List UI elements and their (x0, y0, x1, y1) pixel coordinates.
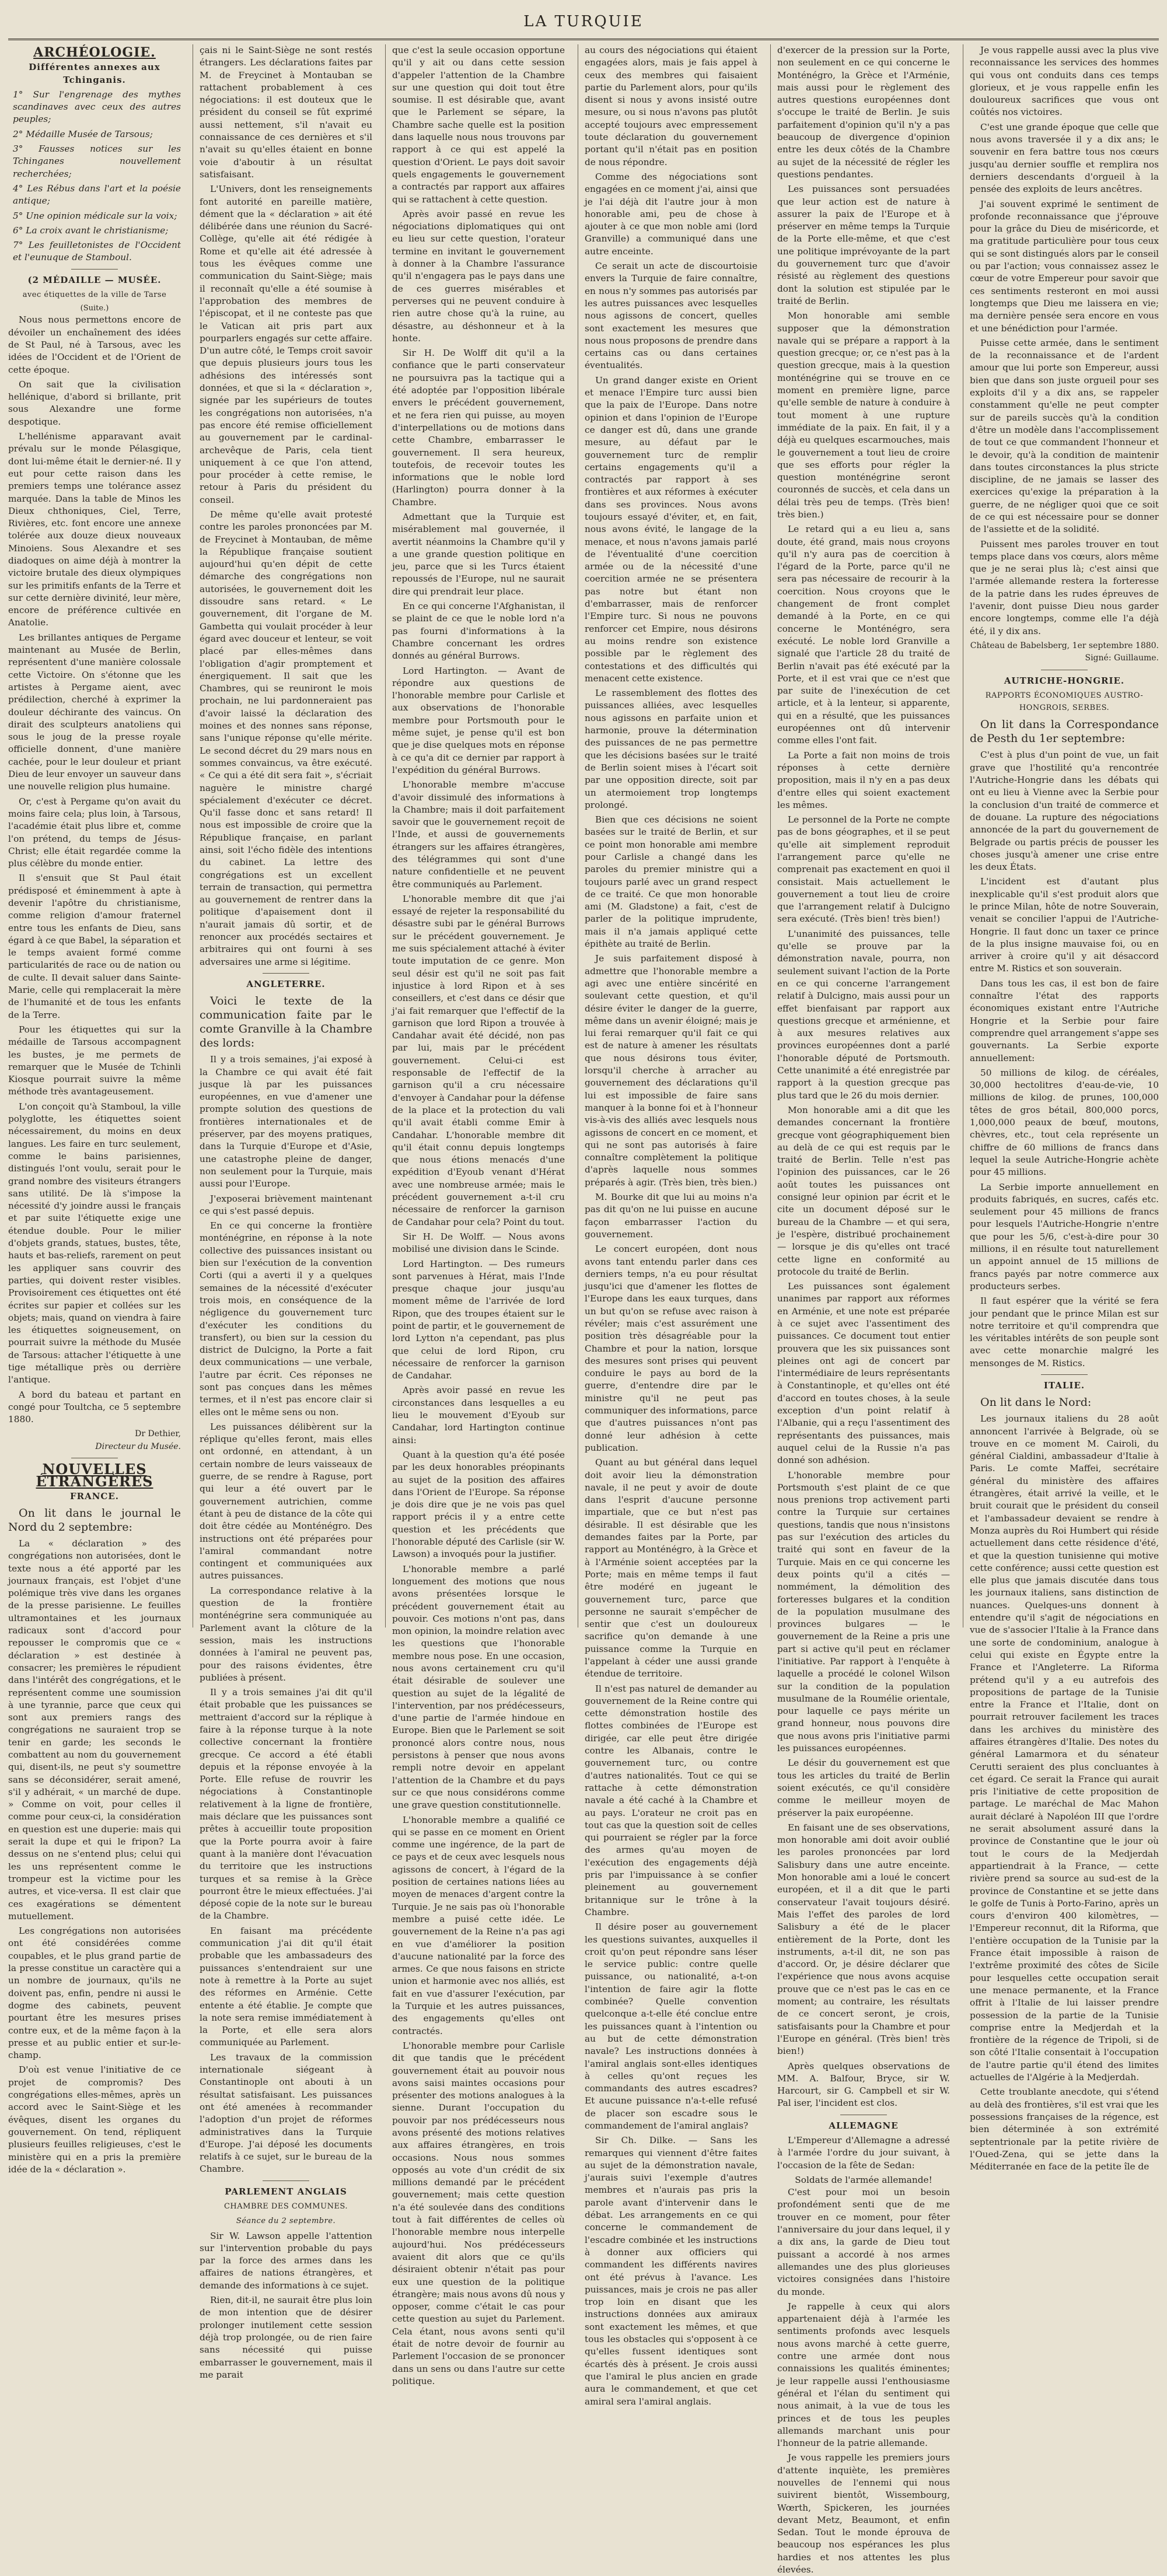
signature-role: Directeur du Musée. (95, 1441, 181, 1451)
paragraph: Ce serait un acte de discourtoisie envers la Turquie de faire connaître, en nous n'y sommes pas autorisés par les autres puissances avec lesquelles nous agissons de concert, quelles sont exactement les mesures que nous nous proposons de prendre dans certains cas ou dans certaines éventualités. (585, 261, 757, 371)
divider (263, 973, 309, 974)
paragraph: Les brillantes antiques de Pergame maintenant au Musée de Berlin, représentent d'une manière colossale cette Victoire. On s'étonne que les artistes à Pergame aient, avec prédilection, cherché à exprimer la douleur déchirante des vaincus. On dirait des sculpteurs anatoliens qui sous le joug de la presse royale officielle donnent, d'une manière cachée, pour le leur douleur et priant Dieu de leur envoyer un sauveur dans une nouvelle religion plus humaine. (8, 632, 181, 792)
paragraph: L'Univers, dont les renseignements font autorité en pareille matière, dément que la « déclaration » ait été délibérée dans une réunion du Sacré-Collège, qu'elle ait été rédigée à Rome et qu'elle ait été adressée à tous les évêques comme une communication du Saint-Siège; mais il reconnaît qu'elle a été soumise à l'approbation des membres de l'épiscopat, et il ne conteste pas que le Vatican ait pris part aux pourparlers engagés sur cette affaire. D'un autre côté, le Temps croit savoir que depuis plusieurs jours tous les adhésions des intéressés sont données, et que si la « déclaration », signée par les supérieurs de toutes les congrégations non autorisées, n'a pas encore été remise officiellement au gouvernement par le cardinal-archevêque de Paris, cela tient uniquement à ce que l'on attend, pour procéder à cette remise, le retour à Paris du président du conseil. (200, 184, 372, 505)
paragraph: C'est à plus d'un point de vue, un fait grave que l'hostilité qu'a rencontrée l'Autriche-Hongrie dans les débats qui ont eu lieu à Vienne avec la Serbie pour la conclusion d'un traité de commerce et de douane. La rupture des négociations annoncée de la part du gouvernement de Belgrade ou partis précis de pousser les choses jusqu'à amener une crise entre les deux États. (970, 750, 1159, 873)
list-item: 5° Une opinion médicale sur la voix; (13, 210, 177, 221)
archeologie-heading: ARCHÉOLOGIE. (33, 45, 156, 60)
column-6 (966, 44, 1162, 2172)
paragraph: Après quelques observations de MM. A. Balfour, Bryce, sir W. Harcourt, sir G. Campbell et sir W. Pal iser, l'incident est clos. (777, 2060, 950, 2109)
italie-heading: ITALIE. (1043, 1380, 1085, 1391)
paragraph: De même qu'elle avait protesté contre les paroles prononcées par M. de Freycinet à Montauban, de même la République française soutient aujourd'hui qu'en dépit de cette démarche des congrégations non autorisées, le gouvernement doit les dissoudre sans retard. « Le gouvernement, dit l'organe de M. Gambetta qui voulait procéder à leur égard avec douceur et lenteur, se voit placé par elles-mêmes dans l'obligation d'agir promptement et énergiquement. Il sait que les Chambres, qui se reuniront le mois prochain, ne lui pardonneraient pas d'avoir laissé la déclaration des moines et des nonnes sans réponse, sans l'unique réponse qu'elle mérite. Le second décret du 29 mars nous en sommes convaincus, va être exécuté. « Ce qui a été dit sera fait », s'écriait naguère le ministre chargé spécialement d'exécuter ce décret. Qu'il fasse donc et sans retard! Il nous est impossible de croire que la République française, en parlant ainsi, soit l'écho fidèle des intentions du cabinet. La lettre des congrégations est un excellent terrain de transaction, qui permettra au gouvernement de rentrer dans la politique d'apaisement dont il n'aurait jamais dû sortir, et de renoncer aux procédés sectaires et arbitraires qui ont fourni à ses adversaires une arme si légitime. (200, 509, 372, 967)
paragraph: Le concert européen, dont nous avons tant entendu parler dans ces derniers temps, n'a eu pour résultat jusqu'ici que d'amener les flottes de l'Europe dans les eaux turques, dans un but qu'on se refuse avec raison à révéler; mais c'est assurément une position très désagréable pour la Chambre et pour la nation, lorsque des mesures sont prises qui peuvent conduire le pays au bord de la guerre, d'entendre dire par le ministre qu'il ne peut pas communiquer des informations, parce que d'autres puissances n'ont pas donné leur adhésion à cette publication. (585, 1244, 757, 1453)
list-item: 7° Les feuilletonistes de l'Occident et l'eunuque de Stamboul. (13, 240, 181, 263)
paragraph: L'honorable membre pour Carlisle dit que tandis que le précédent gouvernement était au pouvoir nous avons saisi maintes occasions pour présenter des motions analogues à la sienne. Durant l'occupation du pouvoir par nos prédécesseurs nous avons présenté des motions relatives aux affaires étrangères, en trois occasions. Nous nous sommes opposés au vote d'un crédit de six millions demandé par le précédent gouvernement; mais cette question n'a été soulevée dans des conditions tout à fait différentes de celles où l'honorable membre nous interpelle aujourd'hui. Nos prédécesseurs avaient dit alors que ce qu'ils désiraient obtenir n'était pas pour eux une question de la politique étrangère; mais nous avons dû nous y opposer, comme c'était le cas pour cette question au sujet du Parlement. Cela étant, nous avons senti qu'il était de notre devoir de fournir au Parlement l'occasion de se prononcer dans un sens ou dans l'autre sur cette politique. (392, 2040, 565, 2386)
masthead (0, 0, 1167, 41)
list-item: 2° Médaille Musée de Tarsous; (13, 128, 153, 139)
paragraph: D'où est venue l'initiative de ce projet de compromis? Des congrégations elles-mêmes, après un accord avec le Saint-Siège et les évêques, disent les organes du gouvernement. On tend, répliquent plusieurs feuilles religieuses, c'est le ministère qui en a pris la première idée de la « déclaration ». (8, 2064, 181, 2175)
paragraph: Or, c'est à Pergame qu'on avait du moins faire cela; plus loin, à Tarsous, l'académie était plus libre et, comme l'on prétend, du temps de Jésus-Christ; elle était regardée comme la plus célèbre du monde entier. (8, 796, 181, 869)
allemagne-lead: L'Empereur d'Allemagne a adressé à l'armée l'ordre du jour suivant, à l'occasion de la fête de Sedan: (777, 2134, 950, 2171)
paragraph: On sait que la civilisation hellénique, d'abord si brillante, prit sous Alexandre une forme despotique. (8, 379, 181, 427)
paragraph: L'honorable membre a qualifié ce qui se passe en ce moment en Orient comme une ingérence, de la part de ce pays et de ceux avec lesquels nous agissons de concert, à l'égard de la position de certaines nations liées au moyen de menaces d'argent contre la Turquie. Je ne sais pas où l'honorable membre a puisé cette idée. Le gouvernement de la Reine n'a pas agi en vue d'améliorer la position d'aucune nationalité par la force des armes. Ce que nous faisons en stricte union et harmonie avec nos alliés, est fait en vue d'assurer l'exécution, par la Turquie et les autres puissances, des engagements qu'elles ont contractés. (392, 1814, 565, 2036)
signature-name: Dr Dethier, (135, 1429, 181, 1439)
divider (71, 269, 118, 270)
paragraph: J'ai souvent exprimé le sentiment de profonde reconnaissance que j'éprouve pour la grâce du Dieu de miséricorde, et ma gratitude particulière pour tous ceux qui se sont distingués alors par le conseil ou par l'action; vous connaissez assez le cœur de votre Empereur pour savoir que ces sentiments resteront en moi aussi longtemps que Dieu me laissera en vie; ma dernière pensée sera encore en vous et une bénédiction pour l'armée. (970, 198, 1159, 334)
paragraph: L'incident est d'autant plus inexplicable qu'il s'est produit alors que le prince Milan, hôte de notre Souverain, venait se concilier l'appui de l'Autriche-Hongrie. Il faut donc un taxer ce prince de la plus insigne mauvaise foi, ou en arriver à croire qu'il y ait désaccord entre M. Ristics et son souverain. (970, 876, 1159, 974)
allemagne-salutation: Soldats de l'armée allemande! (795, 2174, 932, 2185)
archeologie-list (8, 89, 181, 264)
paragraph: J'exposerai brièvement maintenant ce qui s'est passé depuis. (200, 1193, 372, 1216)
paragraph: Admettant que la Turquie est misérablement mal gouvernée, il avertit néanmoins la Chambre qu'il y a une grande question politique en jeu, parce que si les Turcs étaient repoussés de l'Europe, nul ne saurait dire qui prendrait leur place. (392, 511, 565, 597)
paragraph: Puissent mes paroles trouver en tout temps place dans vos cœurs, alors même que je ne serai plus là; c'est ainsi que l'armée allemande restera la forteresse de la patrie dans les rudes épreuves de l'avenir, dont puisse Dieu nous garder encore longtemps, comme elle l'a déjà été, il y dix ans. (970, 538, 1159, 636)
paragraph: Quant au but général dans lequel doit avoir lieu la démonstration navale, il ne peut y avoir de doute dans l'esprit d'aucune personne impartiale, que ce but n'est pas désirable. Il est désirable que les demandes faites par la Porte, par rapport au Monténégro, à la Grèce et à l'Arménie soient acceptées par la Porte; mais en même temps il faut être modéré en jugeant le gouvernement turc, parce que personne ne saurait s'empêcher de sentir que c'est un douloureux sacrifice qu'on demande à une puissance comme la Turquie en l'appelant à céder une aussi grande étendue de territoire. (585, 1457, 757, 1679)
paragraph: Un grand danger existe en Orient et menace l'Empire turc aussi bien que la paix de l'Europe. Dans notre opinion et dans l'opinion de l'Europe ce danger est dû, dans une grande mesure, au défaut par le gouvernement turc de remplir certains engagements qu'il a contractés par rapport à ses frontières et aux réformes à exécuter dans ses provinces. Nous avons toujours essayé d'éviter, et, en fait, nous avons évité, le langage de la menace, et nous n'avons jamais parlé de l'éventualité d'une coercition armée ou de la nécessité d'une coercition armée ne se présentera pas notre but étant non d'embarrasser, mais de renforcer l'Empire turc. Si nous ne pouvons renforcer cet Empire, nous désirons au moins rendre son existence possible par le règlement des contestations et des difficultés qui menacent cette existence. (585, 374, 757, 684)
paragraph: Il y a trois semaines j'ai dit qu'il était probable que les puissances se mettraient d'accord sur la réplique à faire à la réponse turque à la note collective concernant la frontière grecque. Ce accord a été établi depuis et la réponse envoyée à la Porte. Elle refuse de rouvrir les négociations à Constantinople relativement à la ligne de frontière, mais déclare que les puissances sont prêtes à accueillir toute proposition que la Porte pourra avoir à faire quant à la manière dont l'évacuation du territoire que les instructions turques et sa remise à la Grèce pourront être le mieux effectuées. J'ai déposé copie de la note sur le bureau de la Chambre. (200, 1687, 372, 1922)
paragraph: L'unanimité des puissances, telle qu'elle se prouve par la démonstration navale, pourra, non seulement suivant l'action de la Porte en ce qui concerne l'arrangement relatif à Dulcigno, mais aussi pour un effet bienfaisant par rapport aux questions grecque et arménienne, et à aux mesures relatives aux provinces européennes dont a parlé l'honorable député de Portsmouth. Cette unanimité a été enregistrée par rapport à la question grecque pas plus tard que le 26 du mois dernier. (777, 928, 950, 1101)
archeologie-subheading: Différentes annexes aux Tchinganis. (29, 62, 160, 85)
paragraph: Les congrégations non autorisées ont été considérées comme coupables, et le plus grand partie de la presse constitue un caractère qui a un nombre de journaux, qu'ils ne doivent pas, enfin, pendre ni aussi le dogme des cabinets, peuvent pourtant être les mesures prises contre eux, et de la même façon à la presse et au public entier et sur-le-champ. (8, 1926, 181, 2061)
newspaper-title: LA TURQUIE (523, 13, 644, 30)
suite-label: (Suite.) (80, 304, 109, 313)
paragraph: Le personnel de la Porte ne compte pas de bons géographes, et il se peut qu'elle ait simplement reproduit l'arrangement parce qu'elle ne comprenait pas exactement en quoi il consistait. Mais actuellement le gouvernement a tout lieu de croire que l'arrangement relatif à Dulcigno sera exécuté. (Très bien! très bien!) (777, 814, 950, 925)
paragraph: Les journaux italiens du 28 août annoncent l'arrivée à Belgrade, où se trouve en ce moment M. Cairoli, du général Cialdini, ambassadeur d'Italie à Paris. Le comte Maffei, secrétaire général du ministère des affaires étrangères, était arrivé la veille, et le bruit courait que le président du conseil et l'ambassadeur devaient se rendre à Monza auprès du Roi Humbert qui réside actuellement dans cette résidence d'été, et que la question tunisienne qui motive cette conférence; aussi cette question est elle plus que jamais discutée dans tous les journaux italiens, sans distinction de nuances. Quelques-uns donnent à entendre qu'il s'agit de négociations en vue de s'associer l'Italie à la France dans une sorte de condominium, analogue à celui qui existe en Égypte entre la France et l'Angleterre. La Riforma prétend qu'il y a eu autrefois des propositions de partage de la Tunisie entre la France et l'Italie, dont on pourrait retrouver facilement les traces dans les archives du ministère des affaires étrangères d'Italie. Des notes du général Lamarmora et du sénateur Cerutti seraient des plus concluantes à cet égard. Ce serait la France qui aurait pris l'initiative de cette proposition de partage. Le maréchal de Mac Mahon aurait déclaré à Napoléon III que l'ordre ne serait absolument assuré dans la province de Constantine que le jour où tout le cours de la Medjerdah appartiendrait à la France, — cette rivière prend sa source au sud-est de la province de Constantine et se jette dans le golfe de Tunis à Porto-Farino, après un cours d'environ 400 kilomètres, — l'Empereur reconnut, dit la Riforma, que l'entière occupation de la Tunisie par la France était impossible à raison de l'extrême proximité des côtes de Sicile pour lesquelles cette occupation serait une menace permanente, et la France offrit à l'Italie de lui laisser prendre possession de la partie de la Tunisie comprise entre la Medjerdah et la frontière de la régence de Tripoli, si de son côté l'Italie consentait à l'occupation de l'autre partie qu'il étend des limites actuelles de l'Algérie à la Medjerdah. (970, 1413, 1159, 2083)
column-2 (196, 44, 376, 2380)
paragraph: Il s'ensuit que St Paul était prédisposé et éminemment à apte à devenir l'apôtre du christianisme, comme religion d'amour fraternel entre tous les enfants de Dieu, sans égard à ce que Babel, la séparation et le temps avaient formé comme particularités de race ou de nation ou de culte. Il devait saluer dans Sainte-Marie, celle qui remplacerait la mère de l'humanité et de tous les enfants de la Terre. (8, 873, 181, 1020)
paragraph: Comme des négociations sont engagées en ce moment j'ai, ainsi que je l'ai déjà dit l'autre jour à mon honorable ami, peu de chose à ajouter à ce que mon noble ami (lord Granville) a communiqué dans une autre enceinte. (585, 171, 757, 257)
place-date: Château de Babelsberg, 1er septembre 1880. (970, 640, 1159, 650)
autriche-heading: AUTRICHE-HONGRIE. (1004, 675, 1125, 686)
list-item: 4° Les Rébus dans l'art et la poésie antique; (13, 183, 181, 206)
paragraph: Les puissances sont persuadées que leur action est de nature à assurer la paix de l'Europe et à préserver en même temps la Turquie de la Porte elle-même, et que c'est une politique imprévoyante de la part du gouvernement turc que d'avoir résisté au règlement des questions dont la solution est stipulée par le traité de Berlin. (777, 184, 950, 306)
paragraph: Sir Ch. Dilke. — Sans les remarques qui viennent d'être faites au sujet de la démonstration navale, j'aurais suivi l'exemple d'autres membres et n'aurais pas pris la parole avant d'intervenir dans le débat. Les arrangements en ce qui concerne le commandement de l'escadre combinée et les instructions à donner aux officiers qui commandent les différents navires ont été prévus à l'avance. Les puissances, mais je crois ne pas aller trop loin en disant que les instructions données aux amiraux sont exactement les mêmes, et que tous les obstacles qui s'opposent à ce qu'elles fussent identiques sont écartés dès à présent. Je crois aussi que l'amiral le plus ancien en grade aura le commandement, et que cet amiral sera l'amiral anglais. (585, 2135, 757, 2407)
paragraph: Je vous rappelle aussi avec la plus vive reconnaissance les services des hommes qui vous ont conduits dans ces temps glorieux, et je vous rappelle enfin les douloureux sacrifices que vous ont coûtés nos victoires. (970, 45, 1159, 118)
paragraph: Puisse cette armée, dans le sentiment de la reconnaissance et de l'ardent amour que lui porte son Empereur, aussi bien que dans son juste orgueil pour ses exploits d'il y a dix ans, se rappeler constamment qu'elle ne peut compter sur de pareils succès qu'à la condition d'être un modèle dans l'accomplissement de tout ce que commandent l'honneur et le devoir, qu'à la condition de maintenir dans toutes circonstances la plus stricte discipline, de ne jamais se lasser des exercices qu'exige la préparation à la guerre, de ne négliger quoi que ce soit de ce qui est nécessaire pour se donner de l'assiette et de la solidité. (970, 337, 1159, 535)
seance-date: Séance du 2 septembre. (236, 2217, 336, 2226)
paragraph: Sir W. Lawson appelle l'attention sur l'intervention probable du pays par la force des armes dans les affaires de nations étrangères, et demande des informations à ce sujet. (200, 2230, 372, 2291)
paragraph: Il y a trois semaines, j'ai exposé à la Chambre ce qui avait été fait jusque là par les puissances européennes, en vue d'amener une prompte solution des questions de frontières internationales et de préserver, par des moyens pratiques, dans la Turquie d'Europe et d'Asie, une catastrophe pleine de danger, non seulement pour la Turquie, mais aussi pour l'Europe. (200, 1054, 372, 1189)
paragraph: M. Bourke dit que lui au moins n'a pas dit qu'on ne lui puisse en aucune façon embarrasser l'action du gouvernement. (585, 1192, 757, 1240)
column-1 (5, 44, 184, 2175)
paragraph: Le désir du gouvernement est que tous les articles du traité de Berlin soient exécutés, ce qu'il considère comme le meilleur moyen de préserver la paix européenne. (777, 1758, 950, 1818)
paragraph: Je rappelle à ceux qui alors appartenaient déjà à l'armée les sentiments profonds avec lesquels nous avons marché à cette guerre, contre une armée dont nous connaissions les qualités éminentes; je leur rappelle aussi l'enthousiasme général et l'élan du sentiment qui nous animait, à la vue de tous les princes et de tous les peuples allemands marchant unis pour l'honneur de la patrie allemande. (777, 2301, 950, 2449)
paragraph: Les travaux de la commission internationale siégeant à Constantinople ont abouti à un résultat satisfaisant. Les puissances ont été amenées à recommander l'adoption d'un projet de réformes administratives dans la Turquie d'Europe. J'ai déposé les documents relatifs à ce sujet, sur le bureau de la Chambre. (200, 2052, 372, 2175)
paragraph: Cette troublante anecdote, qui s'étend au delà des frontières, s'il est vrai que les possessions françaises de la régence, est bien déterminée à son extrémité septentrionale par la petite rivière de l'Oued-Zena, qui se jette dans la Méditerranée en face de la petite île de (970, 2087, 1159, 2172)
paragraph: Sir H. De Wolff. — Nous avons mobilisé une division dans le Scinde. (392, 1231, 565, 1255)
paragraph: Il faut espérer que la vérité se fera jour pendant que le prince Milan est sur notre territoire et qu'il comprendra que les véritables intérêts de son peuple sont avec cette monarchie malgré les mensonges de M. Ristics. (970, 1296, 1159, 1368)
paragraph: En ce qui concerne l'Afghanistan, il se plaint de ce que le noble lord n'a pas fourni d'informations à la Chambre concernant les ordres donnés au général Burrows. (392, 601, 565, 662)
paragraph: C'est une grande époque que celle que nous avons traversée il y a dix ans; le souvenir en fera battre tous nos cœurs jusqu'au dernier souffle et remplira nos derniers descendants d'orgueil à la pensée des exploits de leurs ancêtres. (970, 121, 1159, 195)
masthead-rule (8, 38, 1159, 40)
column-3 (389, 44, 568, 2386)
paragraph: Pour les étiquettes qui sur la médaille de Tarsous accompagnent les bustes, je me permets de remarquer que le Musée de Tchinli Kiosque pourrait suivre la même méthode très avantageusement. (8, 1024, 181, 1097)
signed-line: Signé: Guillaume. (1085, 653, 1159, 663)
list-item: 3° Fausses notices sur les Tchinganes nouvellement recherchées; (13, 144, 181, 179)
divider (1041, 1374, 1088, 1375)
paragraph: au cours des négociations qui étaient engagées alors, mais je fais appel à ceux des membres qui faisaient partie du Parlement alors, pour qu'ils disent si nous y avons insisté outre mesure, ou si nous n'avons pas plutôt accepté toujours avec empressement toute déclaration du gouvernement portant qu'il n'était pas en position de nous répondre. (585, 45, 757, 167)
paragraph: Mon honorable ami a dit que les demandes concernant la frontière grecque vont géographiquement bien au delà de ce qui est requis par le traité de Berlin. Telle n'est pas l'opinion des puissances, car le 26 août toutes les puissances ont consigné leur opinion par écrit et le cite un document déposé sur le bureau de la Chambre — et qui sera, je l'espère, distribué prochainement — lorsque je dis qu'elles ont tracé cette ligne en conformité au protocole du traité de Berlin. (777, 1104, 950, 1277)
paragraph: Nous nous permettons encore de dévoiler un enchaînement des idées de St Paul, né à Tarsous, avec les idées de l'Occident et de l'Orient de cette époque. (8, 314, 181, 375)
medaille-subheading: avec étiquettes de la ville de Tarse (22, 290, 167, 300)
paragraph: d'exercer de la pression sur la Porte, non seulement en ce qui concerne le Monténégro, la Grèce et l'Arménie, mais aussi pour le règlement des autres questions européennes dont s'occupe le traité de Berlin. Je suis parfaitement d'opinion qu'il n'y a pas beaucoup de divergence d'opinion entre les deux côtés de la Chambre au sujet de la nécessité de régler les questions pendantes. (777, 45, 950, 180)
paragraph: Je suis parfaitement disposé à admettre que l'honorable membre a agi avec une entière sincérité en soulevant cette question, et qu'il désire éviter le danger de la guerre, même dans un avenir éloigné; mais je lui ferai remarquer qu'il fait ce qui est de nature à amener les résultats que nous désirons tous éviter, lorsqu'il cherche à arracher au gouvernement des déclarations qu'il lui est impossible de faire sans manquer à la bonne foi et à l'honneur vis-à-vis des alliés avec lesquels nous agissons de concert en ce moment, et qui ne sont pas autorisés à faire connaître complètement la politique d'après laquelle nous sommes préparés à agir. (Très bien, très bien.) (585, 953, 757, 1188)
paragraph: En faisant une de ses observations, mon honorable ami doit avoir oublié les paroles prononcées par lord Salisbury dans une autre enceinte. Mon honorable ami a loué le concert européen, et il a dit que le parti conservateur l'avait toujours désiré. Mais l'effet des paroles de lord Salisbury a été de le placer entièrement de la Porte, dont les instruments, a-t-il dit, ne son pas d'accord. Or, je désire déclarer que l'expérience que nous avons acquise prouve que ce n'est pas le cas en ce moment; au contraire, les résultats de ce concert seront, je crois, satisfaisants pour la Chambre et pour l'Europe en général. (Très bien! très bien!) (777, 1822, 950, 2057)
paragraph: En faisant ma précédente communication j'ai dit qu'il était probable que les ambassadeurs des puissances s'entendraient sur une note à remettre à la Porte au sujet des réformes en Arménie. Cette entente a été établie. Je compte que la note sera remise immédiatement à la Porte, et elle sera alors communiquée au Parlement. (200, 1925, 372, 2048)
paragraph: En ce qui concerne la frontière monténégrine, en réponse à la note collective des puissances insistant ou bien sur l'exécution de la convention Corti (qui a averti il y a quelques semaines de la nécessité d'exécuter trois mois, en conséquence de la négligence du gouvernement turc d'exécuter les conditions du transfert), ou bien sur la cession du district de Dulcigno, la Porte a fait deux communications — une verbale, l'autre par écrit. Ces réponses ne sont pas conçues dans les mêmes termes, et il n'est pas encore clair si elles ont le même sens ou non. (200, 1220, 372, 1418)
italie-lead: On lit dans le Nord: (980, 1396, 1092, 1409)
paragraph: L'honorable membre pour Portsmouth s'est plaint de ce que nous prenions trop activement parti contre la Turquie sur certaines questions, tandis que nous n'insistons pas sur l'exécution des articles du traité qui sont en faveur de la Turquie. Mais en ce qui concerne les deux points qu'il a cités — nommément, la démolition des forteresses bulgares et la condition de la population musulmane des provinces bulgares — le gouvernement de la Reine a pris une part si active qu'il peut en réclamer l'initiative. Par rapport à l'enquête à laquelle a procédé le colonel Wilson sur la condition de la population musulmane de la Roumélie orientale, pour laquelle ce pays mérite un grand honneur, nous pouvons dire que nous avons pris l'initiative parmi les puissances européennes. (777, 1469, 950, 1754)
parlement-subheading: CHAMBRE DES COMMUNES. (223, 2202, 348, 2211)
paragraph: Après avoir passé en revue les négociations diplomatiques qui ont eu lieu sur cette question, l'orateur termine en invitant le gouvernement à donner à la Chambre l'assurance qu'il n'engagera pas le pays dans une de ces guerres misérables et perverses qui ne peuvent conduire à rien autre chose qu'à la ruine, au désastre, au déshonneur et à la honte. (392, 208, 565, 344)
paragraph: Il n'est pas naturel de demander au gouvernement de la Reine contre qui cette démonstration hostile des flottes combinées de l'Europe est dirigée, car elle peut être dirigée contre les Albanais, contre le gouvernement turc, ou contre d'autres nationalités. Tout ce qui se rattache à cette démonstration navale a été caché à la Chambre et au pays. L'orateur ne croit pas en tout cas que la question soit de celles qui pourraient se régler par la force des armes qu'au moyen de l'exécution des engagements déjà pris par l'impuissance à se confier pleinement au gouvernement britannique sur le trône à la Chambre. (585, 1683, 757, 1917)
angleterre-heading: ANGLETERRE. (246, 978, 326, 989)
paragraph: L'hellénisme apparavant avait prévalu sur le monde Pélasgique, dont lui-même était le dernier-né. Il y eut pour cette raison dans les premiers temps une tolérance assez marquée. Dans la table de Minos les Dieux chthoniques, Ciel, Terre, Rivières, etc. font encore une annexe tolérée aux douze dieux nouveaux Minoiens. Sous Alexandre et ses diadoques on aime déjà à montrer la victoire brutale des dieux olympiques sur les primitifs enfants de la Terre et sur cette dernière divinité, leur mère, encore de préférence cultivée en Anatolie. (8, 431, 181, 628)
france-heading: FRANCE. (69, 1490, 120, 1502)
list-item: 6° La croix avant le christianisme; (13, 225, 169, 236)
paragraph: Les puissances sont également unanimes par rapport aux réformes en Arménie, et une note est préparée à ce sujet avec l'assentiment des puissances. Ce document tout entier prouvera que les six puissances sont pleines ont agi de concert par l'intermédiaire de leurs représentants à Constantinople, et qu'elles ont été d'accord en toutes choses, à la seule exception d'un point relatif à l'Albanie, qui a reçu l'assentiment des représentants des puissances, mais auquel celui de la Russie n'a pas donné son adhésion. (777, 1281, 950, 1466)
paragraph: Lord Hartington. — Des rumeurs sont parvenues à Hérat, mais l'Inde presque chaque jour jusqu'au moment même de l'arrivée de lord Ripon, que des troupes étaient sur le point de partir, et le gouvernement de lord Lytton n'a cependant, pas plus que celui de lord Ripon, cru nécessaire de renforcer la garnison de Candahar. (392, 1258, 565, 1381)
paragraph: Rien, dit-il, ne saurait être plus loin de mon intention que de désirer prolonger inutilement cette session déjà trop prolongée, ou de rien faire sans nécessité qui puisse embarrasser le gouvernement, mais il me parait (200, 2295, 372, 2380)
divider (263, 2180, 309, 2181)
paragraph: Lord Hartington. — Avant de répondre aux questions de l'honorable membre pour Carlisle et aux observations de l'honorable membre pour Portsmouth pour le même sujet, je pense qu'il est bon que je dise quelques mots en réponse à ce qu'a dit ce dernier par rapport à l'expédition du général Burrows. (392, 665, 565, 775)
autriche-subheading: RAPPORTS ÉCONOMIQUES AUSTRO-HONGROIS, SERBES. (985, 691, 1144, 713)
column-4 (581, 44, 761, 2407)
autriche-lead: On lit dans la Correspondance de Pesth du 1er septembre: (970, 718, 1159, 746)
paragraph: La correspondance relative à la question de la frontière monténégrine sera communiquée au Parlement avant la clôture de la session, mais les instructions données à l'amiral ne peuvent pas, pour des raisons évidentes, être publiées à présent. (200, 1585, 372, 1683)
medaille-heading: (2 MÉDAILLE — MUSÉE. (27, 274, 162, 285)
paragraph: Après avoir passé en revue les circonstances dans lesquelles a eu lieu le mouvement d'Eyoub sur Candahar, lord Hartington continue ainsi: (392, 1385, 565, 1446)
paragraph: Le retard qui a eu lieu a, sans doute, été grand, mais nous croyons qu'il n'y aura pas de coercition à l'égard de la Porte, parce qu'il ne sera pas nécessaire de recourir à la coercition. Nous croyons que le changement de front complet demandé à la Porte, en ce qui concerne le Monténégro, sera exécuté. Le noble lord Granville a signalé que l'article 28 du traité de Berlin n'avait pas été exécuté par la Porte, et il est vrai que ce n'est que par suite de l'inexécution de cet article, et à la lenteur, si apparente, qui en a résulté, que les puissances européennes ont dû intervenir comme elles l'ont fait. (777, 524, 950, 746)
paragraph: Bien que ces décisions ne soient basées sur le traité de Berlin, et sur ce point mon honorable ami membre pour Carlisle a changé dans les paroles du premier ministre qui a toujours parlé avec un grand respect de ce traité. Ce que mon honorable ami (M. Gladstone) a fait, c'est de parler de la politique imprudente, mais il n'a jamais appliqué cette épithète au traité de Berlin. (585, 814, 757, 950)
list-item: 1° Sur l'engrenage des mythes scandinaves avec ceux des autres peuples; (13, 89, 181, 125)
paragraph: La Porte a fait non moins de trois réponses à cette dernière proposition, mais il n'y en a pas deux d'entre elles qui soient exactement les mêmes. (777, 750, 950, 810)
paragraph: Le rassemblement des flottes des puissances alliées, avec lesquelles nous agissons en parfaite union et harmonie, prouve la détermination des puissances de ne pas permettre que les décisions basées sur le traité de Berlin soient mises à l'écart soit par une opposition directe, soit par un atermoiement trop longtemps prolongé. (585, 688, 757, 810)
paragraph: Quant à la question qu'a été posée par les deux honorables préopinants au sujet de la position des affaires dans l'Orient de l'Europe. Sa réponse je dois dire que je ne vois pas quel rapport précis il y a entre cette question et les précédents que l'honorable député des Carlisle (sir W. Lawson) a invoqués pour la justifier. (392, 1449, 565, 1560)
paragraph: que c'est la seule occasion opportune qu'il y ait ou dans cette session d'appeler l'attention de la Chambre sur une question qui doit tout être soumise. Il est désirable que, avant que le Parlement se sépare, la Chambre sache quelle est la position dans laquelle nous nous trouvons par rapport à ce qui est appelé la question d'Orient. Le pays doit savoir quels engagements le gouvernement a contractés par rapport aux affaires qui se rattachent à cette question. (392, 45, 565, 205)
paragraph: L'honorable membre a parlé longuement des motions que nous avons présentées lorsque le précédent gouvernement était au pouvoir. Ces motions n'ont pas, dans mon opinion, la moindre relation avec les questions que l'honorable membre nous pose. En une occasion, nous avons certainement cru qu'il était désirable de soulever une question au sujet de la légalité de l'intervention, par nos prédécesseurs, d'une partie de l'armée hindoue en Europe. Bien que le Parlement se soit prononcé alors contre nous, nous persistons à penser que nous avons rempli notre devoir en appelant l'attention de la Chambre et du pays sur ce que nous considérons comme une grave question constitutionnelle. (392, 1563, 565, 1811)
paragraph: Mon honorable ami semble supposer que la démonstration navale qui se prépare a rapport à la question grecque; or, ce n'est pas à la question grecque, mais à la question monténégrine qui se trouve en ce moment en première ligne, parce qu'elle semble de nature à conduire à tout moment à une rupture immédiate de la paix. En fait, il y a déjà eu quelques escarmouches, mais le gouvernement a tout lieu de croire que ses efforts pour régler la question monténégrine seront couronnés de succès, et cela dans un délai très peu de temps. (Très bien! très bien.) (777, 310, 950, 520)
paragraph: C'est pour moi un besoin profondément senti que de me trouver en ce moment, pour fêter l'anniversaire du jour dans lequel, il y a dix ans, la garde de Dieu tout puissant a accordé à nos armes allemandes une des plus glorieuses victoires consignées dans l'histoire du monde. (777, 2187, 950, 2297)
paragraph: La Serbie importe annuellement en produits fabriqués, en sucres, cafés etc. seulement pour 45 millions de francs pour lesquels l'Autriche-Hongrie n'entre que pour les 5/6, c'est-à-dire pour 30 millions, il en résulte tout naturellement un appoint annuel de 15 millions de francs payés par notre commerce aux producteurs serbes. (970, 1181, 1159, 1292)
paragraph: L'on conçoit qu'à Stamboul, la ville polyglotte, les étiquettes soient nécessairement, du moins en deux langues. Les faire en turc seulement, comme le bains parisiennes, distingués l'ont voulu, serait pour le grand nombre des visiteurs étrangers sans utilité. De là s'impose la nécessité d'y joindre aussi le français et par suite l'étiquette exige une étendue double. Pour le milier d'objets grands, statues, bustes, tête, hauts et bas-reliefs, rarement on peut les appliquer sans couvrir des parties, qui doivent rester visibles. Provisoirement ces étiquettes ont été écrites sur papier et collées sur les objets; mais, quand on viendra à faire les étiquettes soigneusement, on pourrait suivre la méthode du Musée de Tarsous: attacher l'étiquette à une tige métallique près ou derrière l'antique. (8, 1101, 181, 1385)
paragraph: Sir H. De Wolff dit qu'il a la confiance que le parti conservateur ne poursuivra pas la tactique qui a été adoptée par l'opposition libérale envers le précédent gouvernement, et ne fera rien qui puisse, au moyen d'interpellations ou de motions dans cette Chambre, embarrasser le gouvernement. Il sera heureux, toutefois, de recevoir toutes les informations que le noble lord (Harlington) pourra donner à la Chambre. (392, 348, 565, 508)
column-rule (770, 44, 771, 1628)
paragraph: 50 millions de kilog. de céréales, 30,000 hectolitres d'eau-de-vie, 10 millions de kilog. de prunes, 100,000 têtes de gros bétail, 800,000 porcs, 1,000,000 peaux de bœuf, moutons, chèvres, etc., tout cela représente un chiffre de 60 millions de francs dans lequel la seule Autriche-Hongrie achète pour 45 millions. (970, 1067, 1159, 1178)
paragraph: A bord du bateau et partant en congé pour Toultcha, ce 5 septembre 1880. (8, 1389, 181, 1425)
paragraph: Les puissances délibèrent sur la réplique qu'elles feront, mais elles ont ordonné, en attendant, à un certain nombre de leurs vaisseaux de guerre, de se rendre à Raguse, port qui leur a été ouvert par le gouvernement autrichien, comme étant à peu de distance de la côte qui doit être cédée au Monténégro. Des instructions ont été préparées pour l'amiral commandant notre contingent et communiquées aux autres puissances. (200, 1421, 372, 1581)
allemagne-heading: ALLEMAGNE (829, 2120, 899, 2131)
paragraph: L'honorable membre m'accuse d'avoir dissimulé des informations à la Chambre; mais il doit parfaitement savoir que le gouvernement reçoit de l'Inde, et aussi de gouvernements étrangers sur les affaires étrangères, des télégrammes qui sont d'une nature confidentielle et ne peuvent être communiqués au Parlement. (392, 779, 565, 890)
column-5 (774, 44, 953, 2575)
paragraph: Il désire poser au gouvernement les questions suivantes, auxquelles il croit qu'on peut répondre sans léser le service public: contre quelle puissance, ou nationalité, a-t-on l'intention de faire agir la flotte combinée? Quelle convention quelconque a-t-elle été conclue entre les puissances quant à l'intention ou au but de cette démonstration navale? Les instructions données à l'amiral anglais sont-elles identiques à celles qu'ont reçues les commandants des autres escadres? Et aucune puissance n'a-t-elle refusé de placer son escadre sous le commandement de l'amiral anglais? (585, 1922, 757, 2131)
paragraph: Je vous rappelle les premiers jours d'attente inquiète, les premières nouvelles de l'ennemi qui nous suivirent bientôt, Wissembourg, Wœrth, Spickeren, les journées devant Metz, Beaumont, et enfin Sedan. Tout le monde éprouva de beaucoup nos espérances les plus hardies et nos attentes les plus élevées. (777, 2452, 950, 2575)
parlement-heading: PARLEMENT ANGLAIS (225, 2186, 347, 2197)
paragraph: La « déclaration » des congrégations non autorisées, dont le texte nous a été apporté par les journaux français, est l'objet d'une polémique très vive dans les organes de la presse parisienne. Le feuilles ultramontaines et les journaux radicaux sont d'accord pour repousser le compromis que ce « déclaration » est destinée à consacrer; les premières le répudient dans l'intérêt des congrégations, et le représentent comme une soumission à une tyrannie, parce que ceux qui sont aux premiers rangs des congrégations ne sauraient trop se tenir en garde; les seconds le combattent au nom du gouvernement qui, disent-ils, ne peut s'y soumettre sans se déconsidérer, serait amené, s'il y adhérait, « un marché de dupe. » Comme on voit, pour celles il comme pour ceux-ci, la considération en question est une duperie: mais qui serait la dupe et qui le fripon? La dessus on ne s'entend plus; celui qui les uns représentent comme le trompeur est la victime pour les autres, et vice-versa. Il est clair que ces exagérations se démentent mutuellement. (8, 1538, 181, 1922)
column-rule (385, 44, 386, 1628)
angleterre-lead: Voici le texte de la communication faite par le comte Granville à la Chambre des lords: (200, 995, 372, 1050)
paragraph: L'honorable membre dit que j'ai essayé de rejeter la responsabilité du désastre subi par le général Burrows sur le précédent gouvernement. Je me suis spécialement attaché à éviter toute imputation de ce genre. Mon seul désir est qu'il ne soit pas fait injustice à lord Ripon et à ses conseillers, et c'est dans ce désir que j'ai fait remarquer que l'effectif de la garnison que lord Ripon a trouvée à Candahar avait été décidé, non pas par lui, mais par le précédent gouvernement. Celui-ci est responsable de l'effectif de la garnison qu'il a cru nécessaire d'envoyer à Candahar pour la défense de la place et la protection du vali qu'il avait établi comme Emir à Candahar. L'honorable membre dit qu'il était connu depuis longtemps que nous étions menacés d'une expédition d'Eyoub venant d'Hérat avec une nombreuse armée; mais le précédent gouvernement a-t-il cru nécessaire de renforcer la garnison de Candahar pour cela? Point du tout. (392, 893, 565, 1227)
nouvelles-etrangeres-heading: NOUVELLES ÉTRANGÈRES (36, 1461, 153, 1490)
paragraph: Dans tous les cas, il est bon de faire connaître l'état des rapports économiques existant entre l'Autriche Hongrie et la Serbie pour faire comprendre quel arrangement s'appe ses gouvernants. La Serbie exporte annuellement: (970, 978, 1159, 1063)
france-lead: On lit dans le journal le Nord du 2 septembre: (8, 1506, 181, 1534)
paragraph: çais ni le Saint-Siège ne sont restés étrangers. Les déclarations faites par M. de Freycinet à Montauban se rattachent probablement à ces négociations: il est douteux que le président du conseil se fût exprimé aussi nettement, s'il n'avait eu connaissance de ces dernières et s'il n'avait su qu'elles étaient en bonne voie d'aboutir à un résultat satisfaisant. (200, 45, 372, 180)
